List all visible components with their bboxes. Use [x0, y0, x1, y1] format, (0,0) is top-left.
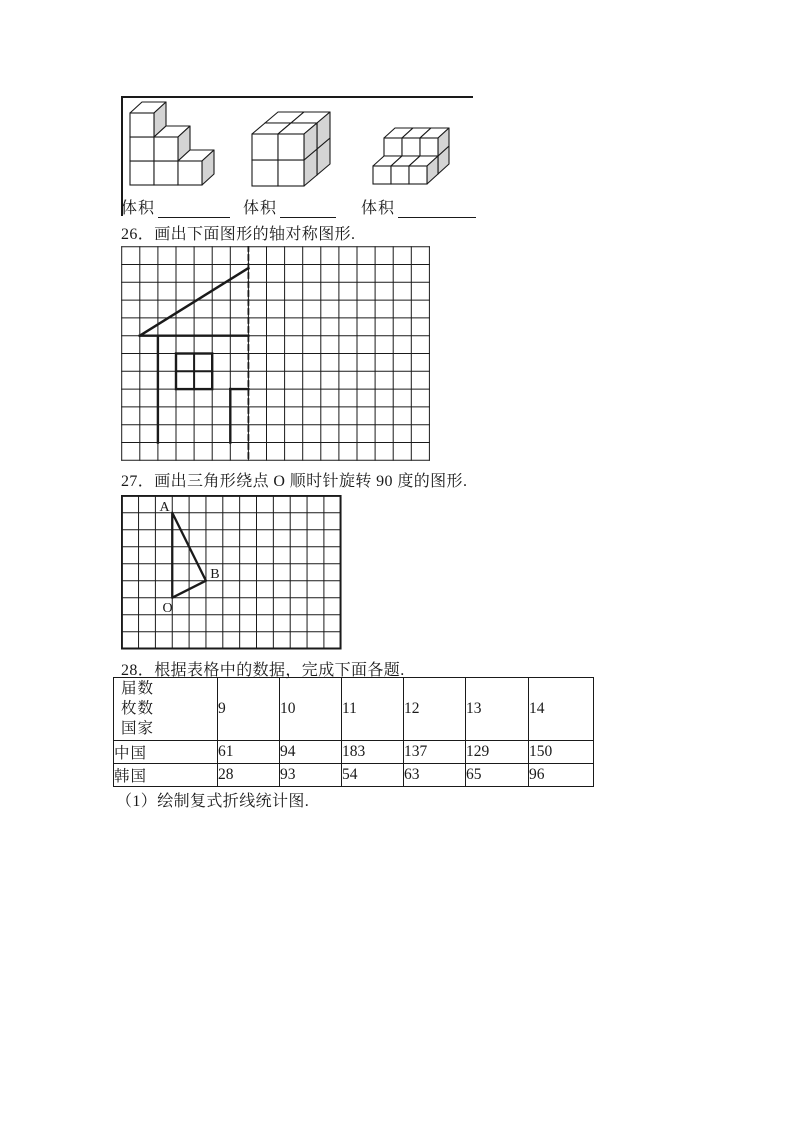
table-cell: 61: [218, 741, 280, 764]
medal-table: [113, 677, 594, 787]
row-label: 中国: [114, 741, 218, 764]
table-cell: 28: [218, 764, 280, 787]
vertex-label-o: O: [162, 601, 173, 616]
volume-label-2: [243, 195, 336, 218]
vertex-label-a: A: [159, 500, 170, 515]
grid-lines: [122, 247, 430, 461]
volume-blank-line: [280, 202, 336, 218]
q27-rotation-grid: [121, 495, 343, 651]
vertex-label-b: B: [210, 567, 220, 582]
volume-label-text: 体积: [361, 200, 396, 217]
volume-label-3: [361, 195, 476, 218]
corner-line-medals: 枚数: [121, 700, 155, 717]
table-cell: 183: [342, 741, 404, 764]
question-28-title: 28．根据表格中的数据，完成下面各题.: [121, 662, 405, 679]
sub-question-1: （1）绘制复式折线统计图.: [116, 793, 310, 810]
table-cell: 63: [404, 764, 466, 787]
table-header-cell: 12: [404, 678, 466, 741]
question-26-title: 26．画出下面图形的轴对称图形.: [121, 226, 356, 243]
table-header-cell: 9: [218, 678, 280, 741]
table-header-cell: 13: [466, 678, 529, 741]
cube-figure-2x2x2-cube: [252, 112, 330, 186]
table-cell: 54: [342, 764, 404, 787]
cube-figure-staircase-of-cubes: [130, 102, 214, 185]
table-cell: 96: [529, 764, 594, 787]
q26-symmetry-grid: [121, 246, 431, 462]
table-header-cell: 14: [529, 678, 594, 741]
volume-label-1: [121, 195, 230, 218]
table-cell: 94: [280, 741, 342, 764]
table-cell: 137: [404, 741, 466, 764]
table-corner-cell: [114, 678, 218, 741]
table-header-cell: 10: [280, 678, 342, 741]
table-cell: 129: [466, 741, 529, 764]
table-cell: 93: [280, 764, 342, 787]
table-header-cell: 11: [342, 678, 404, 741]
question-27-title: 27．画出三角形绕点 O 顺时针旋转 90 度的图形.: [121, 473, 468, 490]
volume-label-text: 体积: [243, 200, 278, 217]
volume-label-text: 体积: [121, 200, 156, 217]
volume-blank-line: [158, 202, 230, 218]
table-header-row: [114, 678, 594, 741]
grid-lines: [122, 496, 341, 649]
table-row-china: [114, 741, 594, 764]
corner-line-country: 国家: [121, 720, 155, 737]
corner-line-sessions: 届数: [121, 680, 155, 697]
table-cell: 150: [529, 741, 594, 764]
cube-figure-two-step-block: [373, 128, 449, 184]
volume-blank-line: [398, 202, 476, 218]
table-cell: 65: [466, 764, 529, 787]
table-row-korea: [114, 764, 594, 787]
row-label: 韩国: [114, 764, 218, 787]
